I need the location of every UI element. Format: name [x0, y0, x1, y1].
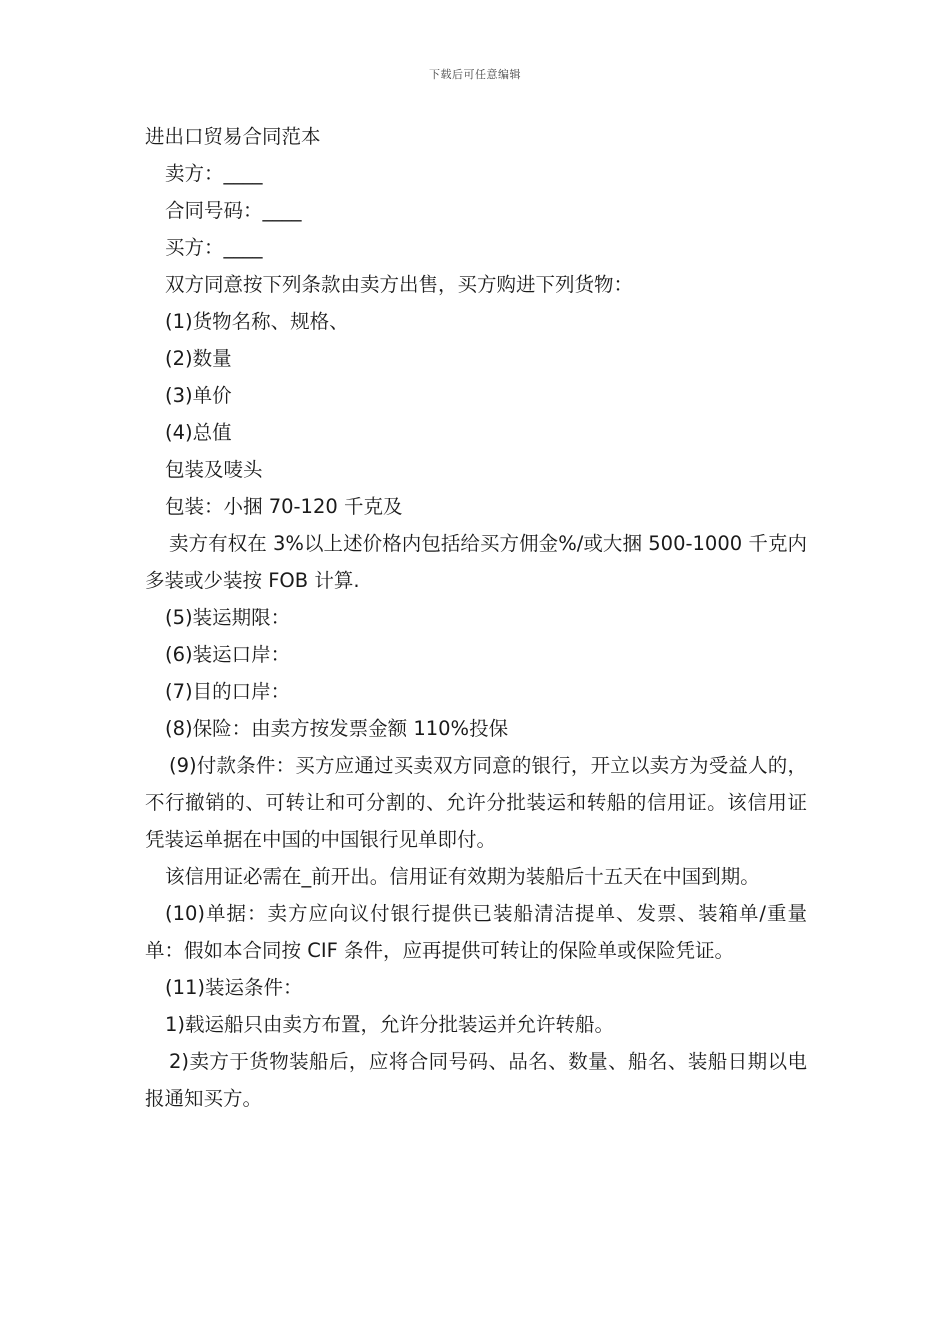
- clause-total-value: (4)总值: [165, 421, 232, 444]
- clause-destination-port: (7)目的口岸：: [165, 680, 291, 703]
- clause-goods-name: (1)货物名称、规格、: [165, 310, 349, 333]
- shipment-term-1: 1)载运船只由卖方布置，允许分批装运并允许转船。: [165, 1013, 615, 1036]
- clause-unit-price: (3)单价: [165, 384, 232, 407]
- clause-loading-port: (6)装运口岸：: [165, 643, 291, 666]
- packing-detail: 包装：小捆 70-120 千克及: [165, 495, 403, 518]
- contract-number-field: 合同号码：____: [165, 199, 302, 222]
- clause-insurance: (8)保险：由卖方按发票金额 110%投保: [165, 717, 509, 740]
- seller-field: 卖方：____: [165, 162, 263, 185]
- header-note: 下载后可任意编辑: [429, 68, 521, 81]
- shipment-term-2: 2)卖方于货物装船后，应将合同号码、品名、数量、船名、装船日期以电报通知买方。: [145, 1050, 807, 1110]
- clause-shipment-terms: (11)装运条件：: [165, 976, 303, 999]
- document-title: 进出口贸易合同范本: [145, 125, 321, 148]
- seller-rights-paragraph: 卖方有权在 3%以上述价格内包括给买方佣金%/或大捆 500-1000 千克内多装或少装按 FOB 计算.: [145, 532, 807, 592]
- clause-shipment-period: (5)装运期限：: [165, 606, 291, 629]
- clause-documents: (10)单据：卖方应向议付银行提供已装船清洁提单、发票、装箱单/重量单：假如本合同按 CIF 条件，应再提供可转让的保险单或保险凭证。: [145, 902, 807, 962]
- buyer-field: 买方：____: [165, 236, 263, 259]
- clause-payment-terms: (9)付款条件：买方应通过买卖双方同意的银行，开立以卖方为受益人的，不行撤销的、可转让和可分割的、允许分批装运和转船的信用证。该信用证凭装运单据在中国的中国银行见单即付。: [145, 754, 807, 851]
- clause-quantity: (2)数量: [165, 347, 232, 370]
- credit-validity-paragraph: 该信用证必需在_前开出。信用证有效期为装船后十五天在中国到期。: [165, 865, 760, 888]
- packing-heading: 包装及唛头: [165, 458, 263, 481]
- agreement-intro: 双方同意按下列条款由卖方出售，买方购进下列货物：: [165, 273, 634, 296]
- contract-document: [145, 118, 807, 1117]
